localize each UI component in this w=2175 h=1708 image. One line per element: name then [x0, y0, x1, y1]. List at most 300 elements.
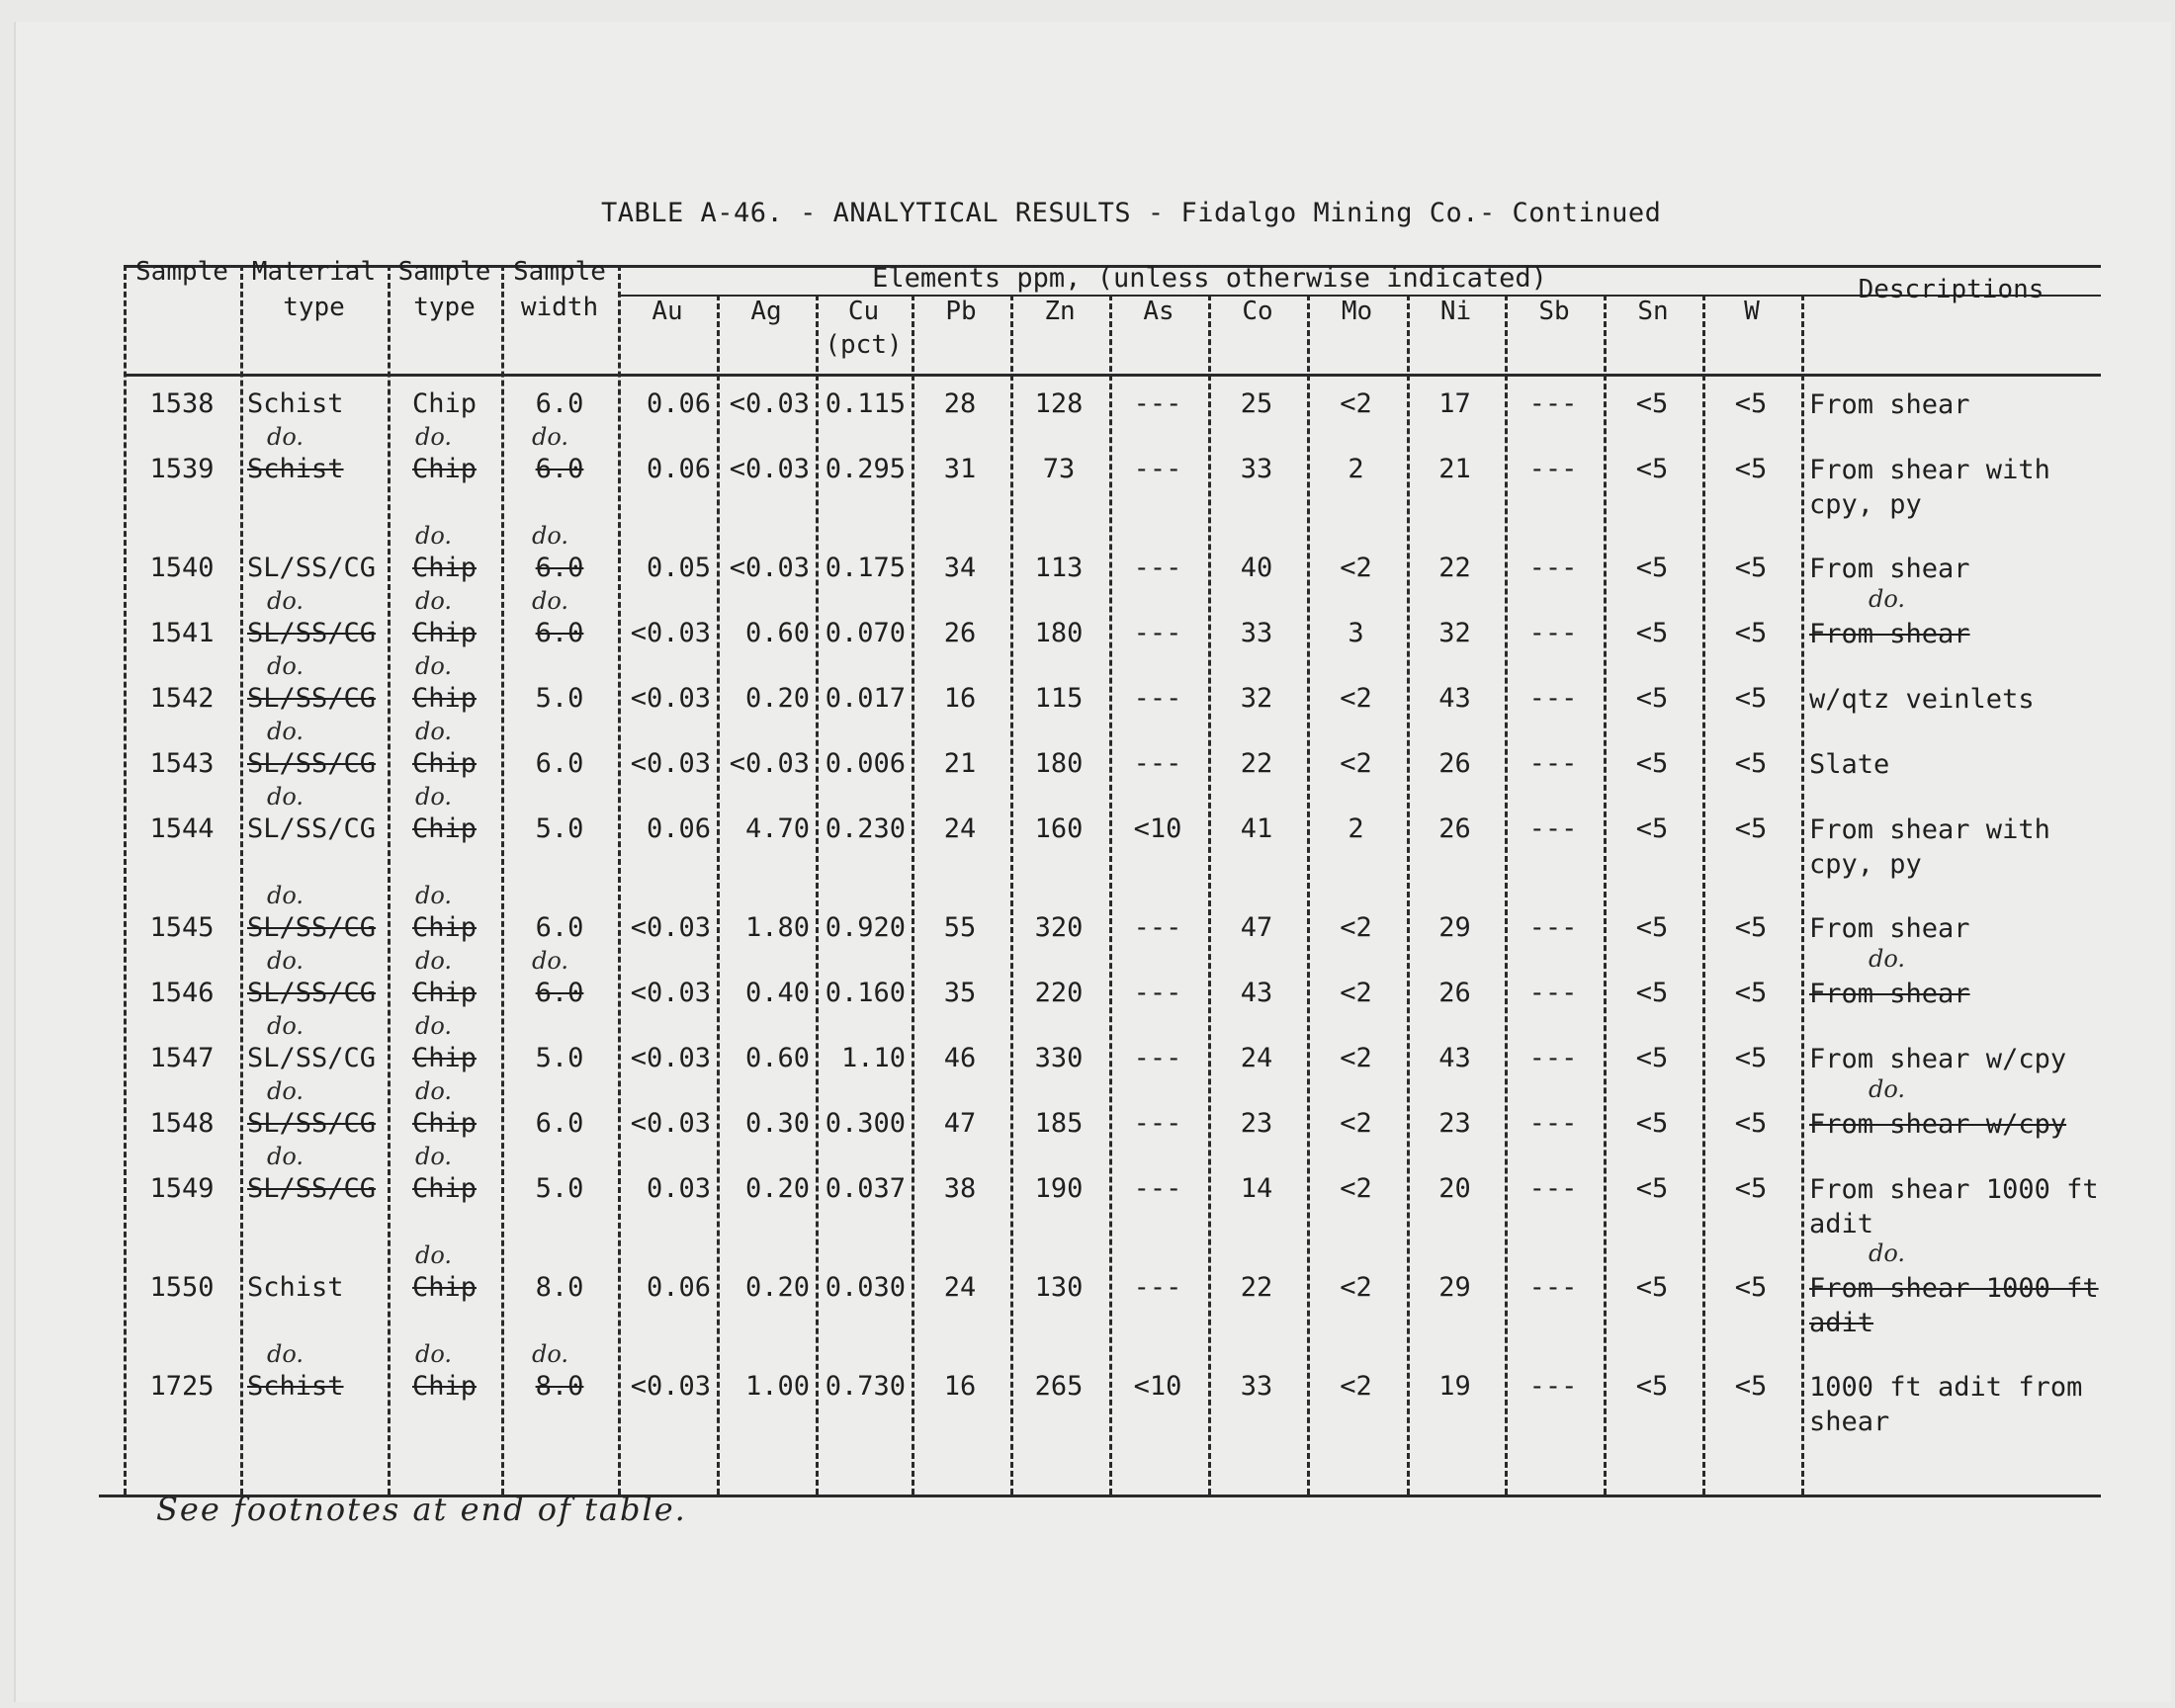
cell-zn: 190 [1034, 1173, 1084, 1204]
cell-sample: 1538 [149, 388, 215, 419]
cell-sample-type: Chip [411, 912, 478, 943]
cell-as: --- [1133, 1043, 1182, 1073]
cell-as: --- [1133, 618, 1182, 648]
cell-description: From shear [1809, 389, 1970, 420]
handwritten-ditto: do. [415, 1143, 453, 1170]
cell-w: <5 [1734, 978, 1768, 1008]
handwritten-ditto: do. [415, 522, 453, 550]
cell-sample-width: 6.0 [535, 912, 584, 943]
cell-ag: <0.03 [729, 388, 810, 419]
cell-co: 24 [1240, 1043, 1273, 1073]
cell-ag: 0.40 [744, 978, 810, 1008]
cell-sn: <5 [1635, 618, 1669, 648]
cell-mo: <2 [1340, 1272, 1372, 1303]
cell-description: w/qtz veinlets [1809, 684, 2035, 715]
column-divider [501, 265, 504, 1494]
cell-sample: 1548 [149, 1108, 215, 1139]
cell-sample-width: 6.0 [535, 454, 584, 484]
header-element-cu: Cu [847, 297, 880, 326]
table-title: TABLE A-46. - ANALYTICAL RESULTS - Fidalgo Mining Co.- Continued [601, 198, 1662, 228]
header-element-pb: Pb [945, 297, 977, 326]
cell-sn: <5 [1635, 1371, 1669, 1402]
column-divider [912, 295, 914, 1494]
cell-sample-type: Chip [411, 1108, 478, 1139]
cell-co: 33 [1240, 1371, 1273, 1402]
cell-cu: 0.920 [825, 912, 906, 943]
cell-au: 0.06 [646, 388, 711, 419]
handwritten-ditto: do. [267, 1077, 304, 1105]
cell-material-type: SL/SS/CG [247, 553, 377, 583]
cell-au: 0.03 [646, 1173, 711, 1204]
cell-au: <0.03 [630, 748, 711, 779]
cell-pb: 47 [943, 1108, 977, 1139]
cell-pb: 21 [943, 748, 977, 779]
cell-ni: 23 [1438, 1108, 1471, 1139]
cell-as: --- [1133, 388, 1182, 419]
cell-sample-width: 5.0 [535, 1173, 584, 1204]
cell-material-type: SL/SS/CG [247, 1173, 377, 1204]
cell-sb: --- [1528, 1272, 1578, 1303]
cell-material-type: Schist [247, 388, 344, 419]
cell-sb: --- [1528, 978, 1578, 1008]
cell-material-type: Schist [247, 1371, 344, 1402]
cell-au: <0.03 [630, 683, 711, 714]
column-divider [1407, 295, 1410, 1494]
cell-sample-type: Chip [411, 1272, 478, 1303]
cell-cu: 0.115 [825, 388, 906, 419]
header-sample: Sample [135, 257, 228, 287]
cell-co: 25 [1240, 388, 1273, 419]
cell-description: adit [1809, 1308, 1874, 1338]
cell-as: <10 [1133, 813, 1182, 844]
cell-co: 33 [1240, 454, 1273, 484]
header-cu-unit: (pct) [825, 330, 903, 360]
cell-w: <5 [1734, 813, 1768, 844]
cell-description: shear [1809, 1407, 1890, 1437]
header-element-as: As [1143, 297, 1174, 326]
cell-ag: 0.60 [744, 1043, 810, 1073]
cell-sample-width: 6.0 [535, 1108, 584, 1139]
cell-pb: 35 [943, 978, 977, 1008]
handwritten-ditto: do. [267, 1340, 304, 1368]
cell-sample: 1550 [149, 1272, 215, 1303]
cell-material-type: SL/SS/CG [247, 813, 377, 844]
cell-ni: 20 [1438, 1173, 1471, 1204]
column-divider [1208, 295, 1211, 1494]
cell-sb: --- [1528, 388, 1578, 419]
cell-w: <5 [1734, 388, 1768, 419]
cell-au: 0.05 [646, 553, 711, 583]
cell-pb: 38 [943, 1173, 977, 1204]
handwritten-ditto: do. [415, 587, 453, 615]
cell-material-type: Schist [247, 1272, 344, 1303]
cell-mo: <2 [1340, 1371, 1372, 1402]
cell-co: 32 [1240, 683, 1273, 714]
cell-co: 33 [1240, 618, 1273, 648]
cell-ag: <0.03 [729, 748, 810, 779]
cell-cu: 0.175 [825, 553, 906, 583]
cell-as: <10 [1133, 1371, 1182, 1402]
cell-cu: 0.730 [825, 1371, 906, 1402]
column-divider [1702, 295, 1705, 1494]
cell-zn: 320 [1034, 912, 1084, 943]
cell-sb: --- [1528, 454, 1578, 484]
cell-zn: 160 [1034, 813, 1084, 844]
cell-zn: 265 [1034, 1371, 1084, 1402]
cell-sn: <5 [1635, 683, 1669, 714]
column-divider [1109, 295, 1112, 1494]
cell-zn: 128 [1034, 388, 1084, 419]
cell-sample-width: 6.0 [535, 618, 584, 648]
header-element-ag: Ag [750, 297, 782, 326]
cell-sample-width: 8.0 [535, 1371, 584, 1402]
cell-sample-width: 5.0 [535, 813, 584, 844]
column-divider [388, 265, 391, 1494]
header-sample-width-2: width [520, 293, 599, 322]
handwritten-ditto: do. [267, 423, 304, 451]
cell-as: --- [1133, 683, 1182, 714]
cell-zn: 113 [1034, 553, 1084, 583]
cell-sample-type: Chip [411, 813, 478, 844]
cell-sample-type: Chip [411, 553, 478, 583]
cell-sample: 1542 [149, 683, 215, 714]
cell-sample: 1543 [149, 748, 215, 779]
cell-ni: 29 [1438, 912, 1471, 943]
cell-pb: 46 [943, 1043, 977, 1073]
column-divider [1010, 295, 1013, 1494]
column-divider [124, 265, 127, 1494]
cell-material-type: SL/SS/CG [247, 1043, 377, 1073]
cell-pb: 24 [943, 813, 977, 844]
column-divider [816, 295, 819, 1494]
handwritten-ditto: do. [267, 718, 304, 745]
cell-sb: --- [1528, 618, 1578, 648]
cell-cu: 0.160 [825, 978, 906, 1008]
cell-pb: 16 [943, 1371, 977, 1402]
cell-mo: <2 [1340, 912, 1372, 943]
cell-sample-type: Chip [411, 454, 478, 484]
cell-sample-type: Chip [411, 388, 478, 419]
cell-as: --- [1133, 1108, 1182, 1139]
cell-as: --- [1133, 912, 1182, 943]
cell-sn: <5 [1635, 813, 1669, 844]
cell-sb: --- [1528, 1173, 1578, 1204]
header-sample-type-2: type [413, 293, 476, 322]
header-element-sb: Sb [1538, 297, 1570, 326]
cell-sample: 1545 [149, 912, 215, 943]
handwritten-ditto: do. [415, 947, 453, 975]
cell-sb: --- [1528, 553, 1578, 583]
cell-ag: 0.20 [744, 1272, 810, 1303]
cell-cu: 0.006 [825, 748, 906, 779]
header-element-sn: Sn [1637, 297, 1669, 326]
cell-zn: 180 [1034, 618, 1084, 648]
cell-ag: 1.00 [744, 1371, 810, 1402]
cell-co: 22 [1240, 748, 1273, 779]
handwritten-ditto: do. [267, 783, 304, 811]
cell-co: 40 [1240, 553, 1273, 583]
cell-ag: <0.03 [729, 454, 810, 484]
handwritten-ditto: do. [1869, 585, 1906, 613]
handwritten-ditto: do. [415, 423, 453, 451]
cell-sample: 1546 [149, 978, 215, 1008]
cell-sample-type: Chip [411, 978, 478, 1008]
cell-ag: 4.70 [744, 813, 810, 844]
cell-description: From shear w/cpy [1809, 1109, 2067, 1140]
cell-w: <5 [1734, 1371, 1768, 1402]
column-divider [1505, 295, 1508, 1494]
cell-mo: 2 [1348, 813, 1364, 844]
cell-w: <5 [1734, 912, 1768, 943]
cell-au: 0.06 [646, 1272, 711, 1303]
handwritten-ditto: do. [1869, 1075, 1906, 1103]
cell-au: <0.03 [630, 1043, 711, 1073]
header-element-zn: Zn [1044, 297, 1076, 326]
cell-description: cpy, py [1809, 849, 1922, 880]
cell-sn: <5 [1635, 1272, 1669, 1303]
cell-sample-width: 6.0 [535, 553, 584, 583]
cell-description: From shear [1809, 979, 1970, 1009]
handwritten-ditto: do. [532, 947, 569, 975]
cell-cu: 0.070 [825, 618, 906, 648]
column-divider [1604, 295, 1607, 1494]
cell-material-type: SL/SS/CG [247, 1108, 377, 1139]
cell-w: <5 [1734, 683, 1768, 714]
cell-sample-type: Chip [411, 748, 478, 779]
header-elements-group: Elements ppm, (unless otherwise indicated) [872, 263, 1547, 294]
cell-cu: 0.300 [825, 1108, 906, 1139]
cell-au: <0.03 [630, 1108, 711, 1139]
handwritten-ditto: do. [267, 1012, 304, 1040]
cell-ag: 0.20 [744, 683, 810, 714]
handwritten-ditto: do. [415, 718, 453, 745]
column-divider [618, 265, 621, 1494]
column-divider [1801, 295, 1804, 1494]
cell-sn: <5 [1635, 978, 1669, 1008]
cell-material-type: SL/SS/CG [247, 683, 377, 714]
header-material: Material [251, 257, 377, 287]
header-sample-type: Sample [397, 257, 491, 287]
cell-mo: <2 [1340, 1108, 1372, 1139]
cell-sn: <5 [1635, 454, 1669, 484]
cell-cu: 0.295 [825, 454, 906, 484]
cell-description: From shear 1000 ft [1809, 1273, 2099, 1304]
cell-mo: <2 [1340, 748, 1372, 779]
cell-w: <5 [1734, 454, 1768, 484]
cell-as: --- [1133, 454, 1182, 484]
cell-ag: <0.03 [729, 553, 810, 583]
cell-cu: 0.037 [825, 1173, 906, 1204]
cell-material-type: SL/SS/CG [247, 978, 377, 1008]
cell-w: <5 [1734, 1272, 1768, 1303]
cell-description: cpy, py [1809, 489, 1922, 520]
cell-sample-width: 6.0 [535, 748, 584, 779]
cell-au: <0.03 [630, 1371, 711, 1402]
cell-zn: 73 [1042, 454, 1076, 484]
cell-au: <0.03 [630, 912, 711, 943]
header-element-ni: Ni [1439, 297, 1472, 326]
cell-w: <5 [1734, 553, 1768, 583]
cell-zn: 130 [1034, 1272, 1084, 1303]
handwritten-ditto: do. [415, 1340, 453, 1368]
cell-pb: 16 [943, 683, 977, 714]
cell-mo: <2 [1340, 553, 1372, 583]
cell-as: --- [1133, 748, 1182, 779]
cell-sn: <5 [1635, 1108, 1669, 1139]
cell-pb: 26 [943, 618, 977, 648]
header-element-co: Co [1242, 297, 1273, 326]
cell-sn: <5 [1635, 388, 1669, 419]
cell-ni: 43 [1438, 683, 1471, 714]
handwritten-ditto: do. [532, 1340, 569, 1368]
cell-co: 47 [1240, 912, 1273, 943]
cell-ni: 26 [1438, 813, 1471, 844]
cell-sample: 1547 [149, 1043, 215, 1073]
header-element-mo: Mo [1341, 297, 1373, 326]
cell-au: <0.03 [630, 978, 711, 1008]
cell-zn: 180 [1034, 748, 1084, 779]
cell-ni: 29 [1438, 1272, 1471, 1303]
cell-w: <5 [1734, 1173, 1768, 1204]
cell-ni: 43 [1438, 1043, 1471, 1073]
cell-sample: 1549 [149, 1173, 215, 1204]
cell-ni: 26 [1438, 978, 1471, 1008]
column-divider [240, 265, 243, 1494]
cell-description: adit [1809, 1209, 1874, 1239]
cell-co: 43 [1240, 978, 1273, 1008]
cell-description: From shear 1000 ft [1809, 1174, 2099, 1205]
cell-au: <0.03 [630, 618, 711, 648]
cell-material-type: SL/SS/CG [247, 912, 377, 943]
cell-ni: 26 [1438, 748, 1471, 779]
header-sample-width: Sample [513, 257, 606, 287]
header-material-2: type [283, 293, 345, 322]
cell-ag: 1.80 [744, 912, 810, 943]
cell-co: 41 [1240, 813, 1273, 844]
cell-mo: <2 [1340, 1173, 1372, 1204]
cell-zn: 220 [1034, 978, 1084, 1008]
cell-description: From shear [1809, 554, 1970, 584]
cell-w: <5 [1734, 1043, 1768, 1073]
column-divider [1307, 295, 1310, 1494]
cell-material-type: Schist [247, 454, 344, 484]
cell-ag: 0.60 [744, 618, 810, 648]
handwritten-ditto: do. [267, 1143, 304, 1170]
cell-co: 22 [1240, 1272, 1273, 1303]
cell-sample-width: 8.0 [535, 1272, 584, 1303]
handwritten-ditto: do. [267, 587, 304, 615]
cell-sb: --- [1528, 1371, 1578, 1402]
cell-ag: 0.30 [744, 1108, 810, 1139]
cell-zn: 330 [1034, 1043, 1084, 1073]
cell-co: 14 [1240, 1173, 1273, 1204]
cell-pb: 24 [943, 1272, 977, 1303]
cell-mo: <2 [1340, 388, 1372, 419]
cell-sb: --- [1528, 683, 1578, 714]
handwritten-ditto: do. [1869, 945, 1906, 973]
cell-sn: <5 [1635, 553, 1669, 583]
cell-sb: --- [1528, 748, 1578, 779]
cell-mo: 3 [1348, 618, 1364, 648]
cell-cu: 0.230 [825, 813, 906, 844]
cell-sample-type: Chip [411, 683, 478, 714]
cell-mo: <2 [1340, 978, 1372, 1008]
cell-as: --- [1133, 978, 1182, 1008]
handwritten-ditto: do. [415, 652, 453, 680]
cell-sample: 1544 [149, 813, 215, 844]
cell-material-type: SL/SS/CG [247, 618, 377, 648]
handwritten-ditto: do. [415, 1077, 453, 1105]
cell-sn: <5 [1635, 1173, 1669, 1204]
cell-pb: 55 [943, 912, 977, 943]
handwritten-ditto: do. [415, 882, 453, 909]
cell-sb: --- [1528, 813, 1578, 844]
cell-description: From shear with [1809, 814, 2050, 845]
cell-description: From shear with [1809, 455, 2050, 485]
cell-cu: 0.017 [825, 683, 906, 714]
header-bottom-rule [124, 374, 2101, 377]
cell-au: 0.06 [646, 813, 711, 844]
cell-as: --- [1133, 1173, 1182, 1204]
footnote: See footnotes at end of table. [156, 1491, 687, 1528]
header-element-au: Au [652, 297, 683, 326]
cell-mo: 2 [1348, 454, 1364, 484]
cell-sample: 1541 [149, 618, 215, 648]
cell-sn: <5 [1635, 1043, 1669, 1073]
cell-co: 23 [1240, 1108, 1273, 1139]
cell-description: From shear [1809, 619, 1970, 649]
cell-description: 1000 ft adit from [1809, 1372, 2083, 1403]
cell-cu: 0.030 [825, 1272, 906, 1303]
cell-sample-type: Chip [411, 1043, 478, 1073]
cell-sample: 1540 [149, 553, 215, 583]
cell-sample-type: Chip [411, 1173, 478, 1204]
handwritten-ditto: do. [267, 652, 304, 680]
cell-ni: 22 [1438, 553, 1471, 583]
cell-w: <5 [1734, 1108, 1768, 1139]
cell-mo: <2 [1340, 1043, 1372, 1073]
cell-mo: <2 [1340, 683, 1372, 714]
cell-zn: 185 [1034, 1108, 1084, 1139]
cell-as: --- [1133, 1272, 1182, 1303]
cell-sample-width: 6.0 [535, 978, 584, 1008]
cell-pb: 34 [943, 553, 977, 583]
cell-ag: 0.20 [744, 1173, 810, 1204]
cell-sample-width: 5.0 [535, 683, 584, 714]
cell-w: <5 [1734, 748, 1768, 779]
cell-sb: --- [1528, 1108, 1578, 1139]
cell-sample-width: 5.0 [535, 1043, 584, 1073]
cell-pb: 31 [943, 454, 977, 484]
handwritten-ditto: do. [267, 947, 304, 975]
handwritten-ditto: do. [415, 1241, 453, 1269]
cell-w: <5 [1734, 618, 1768, 648]
handwritten-ditto: do. [532, 587, 569, 615]
cell-material-type: SL/SS/CG [247, 748, 377, 779]
cell-zn: 115 [1034, 683, 1084, 714]
cell-description: Slate [1809, 749, 1890, 780]
handwritten-ditto: do. [267, 882, 304, 909]
handwritten-ditto: do. [532, 423, 569, 451]
cell-sb: --- [1528, 912, 1578, 943]
cell-sn: <5 [1635, 748, 1669, 779]
cell-sample-type: Chip [411, 1371, 478, 1402]
cell-sample: 1539 [149, 454, 215, 484]
handwritten-ditto: do. [532, 522, 569, 550]
cell-ni: 19 [1438, 1371, 1471, 1402]
cell-sn: <5 [1635, 912, 1669, 943]
cell-description: From shear w/cpy [1809, 1044, 2067, 1074]
